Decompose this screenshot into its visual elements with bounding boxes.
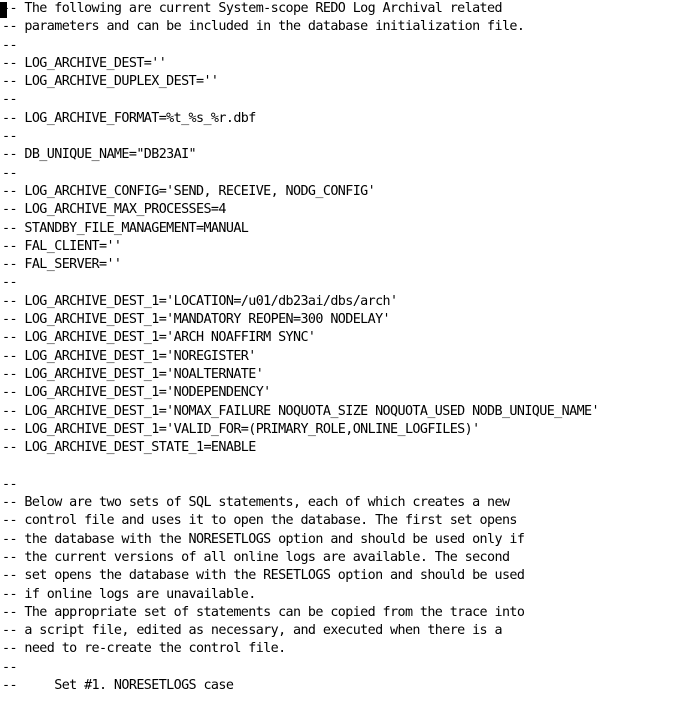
output-line (2, 457, 599, 475)
output-line: -- need to re-create the control file. (2, 641, 286, 657)
output-line: -- LOG_ARCHIVE_DEST_1='VALID_FOR=(PRIMARY_ROLE,ONLINE_LOGFILES)' (2, 421, 480, 437)
output-line: -- LOG_ARCHIVE_CONFIG='SEND, RECEIVE, NODG_CONFIG' (2, 183, 376, 199)
output-line: -- The following are current System-scope REDO Log Archival related (2, 1, 502, 16)
output-line: -- LOG_ARCHIVE_DEST_1='LOCATION=/u01/db23ai/dbs/arch' (2, 293, 398, 309)
output-line: -- LOG_ARCHIVE_DEST='' (2, 55, 167, 71)
output-line: -- (2, 275, 17, 291)
output-line: -- FAL_SERVER='' (2, 257, 122, 273)
output-line: -- (2, 37, 17, 53)
output-line: -- STANDBY_FILE_MANAGEMENT=MANUAL (2, 220, 249, 236)
output-line: -- LOG_ARCHIVE_FORMAT=%t_%s_%r.dbf (2, 110, 256, 126)
output-line: -- the current versions of all online logs are available. The second (2, 549, 510, 565)
output-line: -- a script file, edited as necessary, and executed when there is a (2, 623, 502, 639)
output-line: -- (2, 92, 17, 108)
output-line: -- DB_UNIQUE_NAME="DB23AI" (2, 147, 197, 163)
output-line: -- LOG_ARCHIVE_DEST_1='NODEPENDENCY' (2, 385, 271, 401)
output-line: -- (2, 659, 17, 675)
output-line: -- LOG_ARCHIVE_DEST_1='NOREGISTER' (2, 348, 256, 364)
output-line: -- LOG_ARCHIVE_DEST_1='MANDATORY REOPEN=300 NODELAY' (2, 312, 391, 328)
output-line: -- the database with the NORESETLOGS option and should be used only if (2, 531, 525, 547)
output-line: -- set opens the database with the RESETLOGS option and should be used (2, 568, 525, 584)
output-line: -- The appropriate set of statements can be copied from the trace into (2, 604, 525, 620)
output-line: -- (2, 476, 17, 492)
output-line: -- parameters and can be included in the database initialization file. (2, 19, 525, 35)
terminal-output (2, 0, 599, 695)
output-line: -- LOG_ARCHIVE_DUPLEX_DEST='' (2, 74, 219, 90)
output-line: -- Below are two sets of SQL statements, each of which creates a new (2, 495, 510, 511)
output-line: -- (2, 129, 17, 145)
output-line: -- FAL_CLIENT='' (2, 238, 122, 254)
output-line: -- LOG_ARCHIVE_DEST_STATE_1=ENABLE (2, 440, 256, 456)
output-line: -- LOG_ARCHIVE_MAX_PROCESSES=4 (2, 202, 226, 218)
output-line: -- Set #1. NORESETLOGS case (2, 677, 234, 693)
output-line: -- LOG_ARCHIVE_DEST_1='NOALTERNATE' (2, 366, 264, 382)
output-line: -- control file and uses it to open the database. The first set opens (2, 513, 517, 529)
output-line: -- LOG_ARCHIVE_DEST_1='ARCH NOAFFIRM SYNC' (2, 330, 316, 346)
output-line: -- (2, 165, 17, 181)
output-line: -- LOG_ARCHIVE_DEST_1='NOMAX_FAILURE NOQUOTA_SIZE NOQUOTA_USED NODB_UNIQUE_NAME' (2, 403, 599, 419)
output-line: -- if online logs are unavailable. (2, 586, 256, 602)
